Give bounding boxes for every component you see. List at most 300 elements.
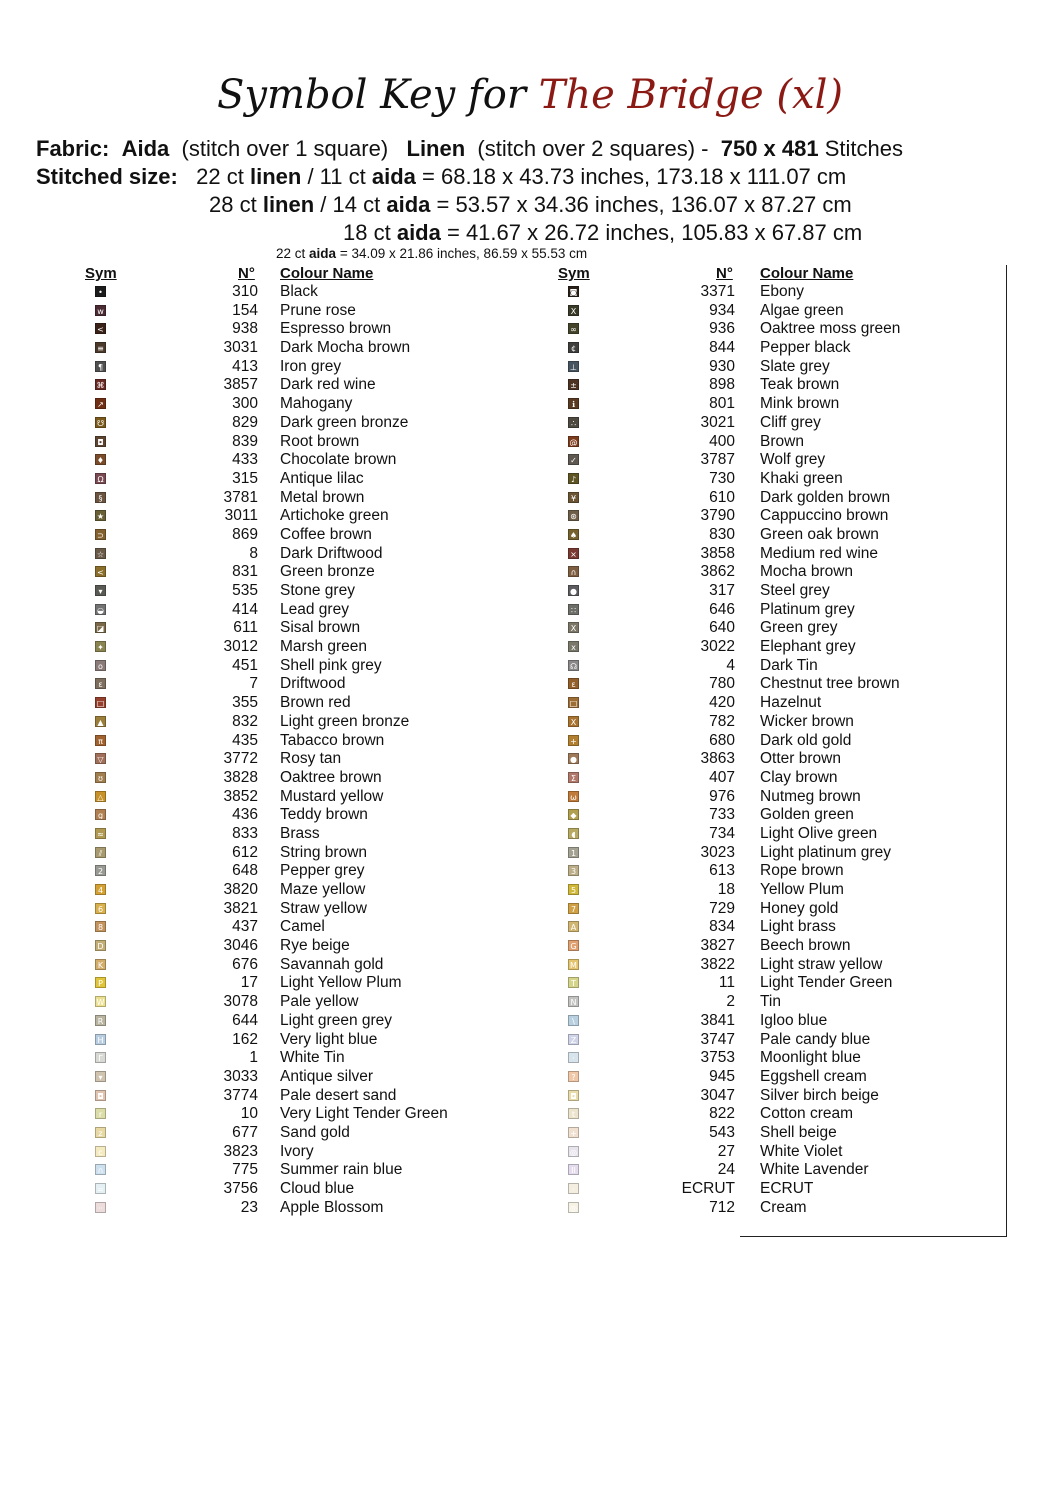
symbol-swatch: c (95, 1146, 106, 1157)
symbol-swatch: ♠ (569, 530, 578, 540)
symbol-swatch: X (568, 716, 579, 727)
symbol-swatch: × (568, 548, 579, 559)
thread-number: 3031 (223, 339, 258, 357)
fabric-linen-note: (stitch over 2 squares) - (477, 136, 709, 161)
thread-number: 801 (709, 395, 735, 413)
thread-number: 733 (709, 806, 735, 824)
size-3-post: = 41.67 x 26.72 inches, 105.83 x 67.87 cm (446, 220, 863, 245)
thread-number: 317 (709, 582, 735, 599)
thread-number: 831 (232, 563, 258, 581)
size-line-2 (209, 191, 852, 219)
size-line-3 (343, 219, 862, 247)
thread-number: 154 (232, 301, 258, 319)
colour-name: Ivory (280, 1142, 314, 1160)
thread-number: 7 (249, 675, 258, 693)
symbol-swatch: = (95, 1183, 106, 1194)
thread-number: 3021 (700, 413, 735, 431)
symbol-swatch: M (568, 959, 579, 970)
symbol-swatch: □ (96, 699, 105, 709)
symbol-swatch: II (568, 1164, 579, 1175)
thread-number: 4 (726, 656, 735, 674)
thread-number: 676 (232, 955, 258, 973)
thread-number: 3781 (223, 488, 258, 506)
colour-name: Cream (760, 1198, 807, 1216)
symbol-swatch: ¶ (95, 361, 106, 372)
thread-number: 936 (709, 320, 735, 338)
thread-number: 3753 (700, 1049, 735, 1067)
symbol-swatch: • (95, 286, 106, 297)
symbol-swatch: ≡ (95, 342, 106, 353)
colour-name: Prune rose (280, 301, 356, 319)
size-4-pre: 22 ct (276, 246, 306, 261)
thread-number: 436 (232, 806, 258, 824)
thread-number: 613 (709, 862, 735, 880)
thread-number: 612 (232, 843, 258, 861)
symbol-swatch: Z (568, 1034, 579, 1045)
symbol-swatch: Σ (568, 772, 579, 783)
border-right-line (1006, 265, 1007, 1237)
colour-name: Wicker brown (760, 712, 854, 730)
thread-number: 830 (709, 525, 735, 543)
thread-number: 822 (709, 1105, 735, 1123)
colour-name: Cliff grey (760, 413, 821, 431)
thread-number: 898 (709, 376, 735, 394)
thread-number: 3022 (700, 638, 735, 656)
thread-number: 17 (240, 974, 258, 992)
symbol-swatch: ♪ (568, 473, 579, 484)
colour-name: Shell beige (760, 1123, 837, 1141)
thread-number: 435 (232, 731, 258, 749)
size-label: Stitched size: (36, 164, 178, 189)
symbol-swatch: 4 (95, 884, 106, 895)
thread-number: 451 (232, 656, 258, 674)
symbol-swatch: 2 (95, 865, 106, 876)
size-line-4 (276, 246, 587, 262)
thread-number: 23 (240, 1198, 258, 1216)
colour-name: Light straw yellow (760, 955, 883, 973)
colour-name: Platinum grey (760, 600, 855, 618)
thread-number: 310 (232, 283, 258, 300)
symbol-swatch: ☊ (569, 661, 578, 671)
symbol-swatch: z (95, 1127, 106, 1138)
colour-name: Algae green (760, 301, 844, 319)
thread-number: 11 (718, 974, 735, 992)
symbol-swatch: ☋ (96, 418, 105, 428)
colour-name: White Tin (280, 1049, 345, 1067)
thread-number: 315 (232, 469, 258, 487)
symbol-swatch: + (568, 735, 579, 746)
colour-name: Straw yellow (280, 899, 367, 917)
symbol-swatch: ◘ (95, 436, 106, 447)
size-2-pre: 28 ct (209, 192, 257, 217)
symbol-swatch: 7 (568, 903, 579, 914)
thread-number: 3772 (223, 750, 258, 768)
symbol-swatch: ∩ (568, 566, 579, 577)
header-sym-right: Sym (558, 265, 590, 282)
thread-number: 535 (232, 582, 258, 599)
symbol-swatch: 5 (568, 884, 579, 895)
symbol-swatch: ▾ (95, 585, 106, 596)
thread-number: 433 (232, 451, 258, 469)
colour-name: Honey gold (760, 899, 839, 917)
colour-name: Dark Mocha brown (280, 339, 411, 357)
thread-number: 3862 (700, 563, 735, 581)
colour-name: Mink brown (760, 395, 840, 413)
colour-name: Artichoke green (280, 507, 389, 525)
colour-name: Lead grey (280, 600, 349, 618)
symbol-swatch: ∩ (95, 1164, 106, 1175)
colour-name: Brown (760, 432, 804, 450)
symbol-swatch: ∷ (568, 604, 579, 615)
thread-number: 3023 (700, 843, 735, 861)
colour-name: Dark golden brown (760, 488, 891, 506)
colour-name: Apple Blossom (280, 1198, 384, 1216)
thread-number: 833 (232, 824, 258, 842)
title-pattern-name: The Bridge (xl) (538, 72, 843, 118)
symbol-swatch: H (95, 1034, 106, 1045)
symbol-swatch: π (95, 735, 106, 746)
symbol-swatch: \ (568, 1015, 579, 1026)
thread-number: 832 (232, 712, 258, 730)
size-4-post: = 34.09 x 21.86 inches, 86.59 x 55.53 cm (339, 246, 588, 261)
colour-name: Rye beige (280, 937, 350, 955)
colour-name: Tin (760, 993, 781, 1011)
thread-number: 543 (709, 1123, 735, 1141)
colour-name: Mocha brown (760, 563, 854, 581)
colour-name: Green oak brown (760, 525, 879, 543)
symbol-swatch: 1 (568, 847, 579, 858)
thread-number: 1 (249, 1049, 258, 1067)
colour-name: Teddy brown (280, 806, 368, 824)
thread-number: 729 (709, 899, 735, 917)
symbol-swatch: ∞ (568, 323, 579, 334)
thread-number: 437 (232, 918, 258, 936)
symbol-swatch: ◎ (568, 1146, 579, 1157)
symbol-swatch: ✓ (568, 454, 579, 465)
symbol-swatch: t (568, 1108, 579, 1119)
symbol-swatch: ◆ (568, 809, 579, 820)
size-2-linen: linen (262, 192, 315, 217)
thread-number: 3822 (700, 955, 735, 973)
symbol-swatch: g (95, 809, 106, 820)
symbol-swatch: x (568, 641, 579, 652)
symbol-swatch: R (95, 1015, 106, 1026)
thread-number: 8 (249, 544, 258, 562)
colour-name: Igloo blue (760, 1011, 828, 1029)
symbol-swatch: ω (568, 791, 579, 802)
colour-name: Nutmeg brown (760, 787, 861, 805)
colour-name: Dark Driftwood (280, 544, 383, 562)
colour-name: Pepper grey (280, 862, 365, 880)
symbol-swatch: ¢ (568, 342, 579, 353)
thread-number: 3790 (700, 507, 735, 525)
thread-number: 3756 (223, 1180, 258, 1197)
symbol-swatch: ·· (95, 1202, 106, 1213)
stitch-count: 750 x 481 (720, 136, 819, 161)
thread-number: 300 (232, 395, 258, 413)
symbol-swatch: ★ (96, 512, 105, 522)
symbol-swatch: P (95, 977, 106, 988)
title-prefix: Symbol Key for (217, 72, 526, 118)
symbol-swatch: ⊛ (568, 510, 579, 521)
size-1-post: = 68.18 x 43.73 inches, 173.18 x 111.07 cm (422, 164, 847, 189)
symbol-swatch: ◒ (95, 604, 106, 615)
colour-name: Sand gold (280, 1123, 350, 1141)
colour-name: Pale desert sand (280, 1086, 397, 1104)
colour-name: Stone grey (280, 582, 355, 599)
symbol-swatch: D (95, 940, 106, 951)
thread-number: 3011 (224, 507, 258, 525)
thread-number: 646 (709, 600, 735, 618)
colour-name: Mustard yellow (280, 787, 384, 805)
colour-name: Light green grey (280, 1011, 393, 1029)
size-2-aida: aida (386, 192, 431, 217)
symbol-swatch: ⫽ (95, 847, 106, 858)
thread-number: 3033 (223, 1067, 258, 1085)
thread-number: 648 (232, 862, 258, 880)
header-name-left: Colour Name (280, 265, 374, 282)
symbol-swatch: · (568, 1052, 579, 1063)
colour-name: Green bronze (280, 563, 375, 581)
symbol-swatch: ∴ (568, 417, 579, 428)
symbol-swatch: ● (568, 753, 579, 764)
colour-name: Dark Tin (760, 656, 818, 674)
thread-number: 780 (709, 675, 735, 693)
thread-number: 930 (709, 357, 735, 375)
colour-name: Light green bronze (280, 712, 410, 730)
thread-number: 844 (709, 339, 735, 357)
colour-name: Black (280, 283, 318, 300)
thread-number: 3823 (223, 1142, 258, 1160)
colour-name: Metal brown (280, 488, 365, 506)
thread-number: 413 (232, 357, 258, 375)
thread-number: 677 (232, 1123, 258, 1141)
thread-number: 355 (232, 694, 258, 712)
colour-name: Dark green bronze (280, 413, 409, 431)
colour-name: Root brown (280, 432, 360, 450)
fabric-line (36, 135, 903, 163)
colour-name: Hazelnut (760, 694, 822, 712)
symbol-swatch: ☆ (96, 549, 105, 559)
colour-name: Oaktree moss green (760, 320, 901, 338)
symbol-swatch: ± (568, 379, 579, 390)
symbol-swatch: @ (569, 437, 578, 447)
thread-number: 400 (709, 432, 735, 450)
symbol-swatch: N (568, 996, 579, 1007)
page-title (0, 72, 1060, 118)
colour-name: Khaki green (760, 469, 843, 487)
size-3-pre: 18 ct (343, 220, 391, 245)
thread-number: 3827 (700, 937, 735, 955)
header-num-right: N° (716, 265, 733, 282)
symbol-swatch: ⊥ (568, 361, 579, 372)
colour-name: Slate grey (760, 357, 830, 375)
colour-name: Teak brown (760, 376, 840, 394)
colour-name: Camel (280, 918, 325, 936)
thread-number: 3857 (223, 376, 258, 394)
size-2-mid: / 14 ct (320, 192, 381, 217)
colour-name: Espresso brown (280, 320, 392, 338)
thread-number: 712 (709, 1198, 735, 1216)
symbol-swatch: K (95, 959, 106, 970)
symbol-swatch: A (568, 921, 579, 932)
thread-number: 3828 (223, 768, 258, 786)
colour-name: Light Yellow Plum (280, 974, 402, 992)
symbol-swatch: + (568, 1127, 579, 1138)
colour-name: Cotton cream (760, 1105, 854, 1123)
thread-number: 680 (709, 731, 735, 749)
symbol-swatch: · (568, 1183, 579, 1194)
symbol-swatch: ● (568, 585, 579, 596)
colour-name: Dark red wine (280, 376, 376, 394)
thread-number: 3371 (700, 283, 735, 300)
size-1-pre: 22 ct (196, 164, 244, 189)
size-3-aida: aida (396, 220, 441, 245)
thread-number: 3078 (223, 993, 258, 1011)
symbol-swatch: ⊃ (95, 529, 106, 540)
colour-name: Cloud blue (280, 1180, 355, 1197)
symbol-swatch: ◖ (568, 828, 579, 839)
symbol-swatch: ◘ (95, 1090, 106, 1101)
colour-name: Ebony (760, 283, 804, 300)
colour-name: Rosy tan (280, 750, 342, 768)
colour-name: Light platinum grey (760, 843, 891, 861)
colour-name: Sisal brown (280, 619, 361, 637)
symbol-swatch: r (95, 1108, 106, 1119)
colour-name: Oaktree brown (280, 768, 382, 786)
stitches-label: Stitches (824, 136, 903, 161)
thread-number: 3863 (700, 750, 735, 768)
fabric-linen: Linen (406, 136, 466, 161)
colour-name: Chestnut tree brown (760, 675, 900, 693)
colour-name: Beech brown (760, 937, 851, 955)
size-2-post: = 53.57 x 34.36 inches, 136.07 x 87.27 cm (436, 192, 852, 217)
colour-name: Brown red (280, 694, 351, 712)
thread-number: 611 (233, 619, 258, 637)
colour-name: Very light blue (280, 1030, 378, 1048)
thread-number: 839 (232, 432, 258, 450)
colour-name: Eggshell cream (760, 1067, 867, 1085)
symbol-swatch: T (568, 977, 579, 988)
symbol-swatch: < (95, 566, 106, 577)
symbol-swatch: 3 (568, 865, 579, 876)
thread-number: 3774 (223, 1086, 258, 1104)
colour-name: Very Light Tender Green (280, 1105, 448, 1123)
symbol-swatch: W (96, 998, 105, 1008)
thread-number: 734 (709, 824, 735, 842)
header-num-left: N° (238, 265, 255, 282)
colour-name: Dark old gold (760, 731, 852, 749)
colour-name: Shell pink grey (280, 656, 382, 674)
colour-name: Light brass (760, 918, 836, 936)
colour-name: Pale yellow (280, 993, 359, 1011)
symbol-swatch: ⌘ (96, 381, 105, 391)
colour-name: Wolf grey (760, 451, 826, 469)
symbol-swatch: w (95, 305, 106, 316)
thread-number: 945 (709, 1067, 735, 1085)
thread-number: 27 (717, 1142, 735, 1160)
colour-name: Green grey (760, 619, 838, 637)
colour-name: Steel grey (760, 582, 830, 599)
size-1-mid: / 11 ct (307, 164, 366, 189)
colour-name: Golden green (760, 806, 854, 824)
thread-number: 3821 (223, 899, 258, 917)
thread-number: 18 (717, 881, 735, 898)
symbol-swatch: ▲ (95, 716, 106, 727)
thread-number: 24 (717, 1161, 735, 1179)
thread-number: 3012 (223, 638, 258, 656)
symbol-swatch: < (95, 323, 106, 334)
thread-number: 2 (726, 993, 735, 1011)
colour-name: Medium red wine (760, 544, 879, 562)
symbol-swatch: ✦ (95, 641, 106, 652)
colour-name: Marsh green (280, 638, 368, 656)
thread-number: 829 (232, 413, 258, 431)
thread-number: 730 (709, 469, 735, 487)
thread-number: 162 (232, 1030, 258, 1048)
colour-name: ECRUT (760, 1180, 814, 1197)
thread-number: 3852 (223, 787, 258, 805)
symbol-swatch: ¥ (568, 492, 579, 503)
colour-name: Antique silver (280, 1067, 374, 1085)
size-1-aida: aida (371, 164, 416, 189)
colour-name: Yellow Plum (760, 881, 844, 898)
symbol-swatch: △ (95, 791, 106, 802)
colour-name: Chocolate brown (280, 451, 397, 469)
symbol-swatch: Γ (95, 1052, 106, 1063)
colour-name: Cappuccino brown (760, 507, 889, 525)
fabric-aida: Aida (121, 136, 170, 161)
header-sym-left: Sym (85, 265, 117, 282)
symbol-swatch: ε (568, 678, 579, 689)
colour-name: Pale candy blue (760, 1030, 871, 1048)
thread-number: 3047 (700, 1086, 735, 1104)
colour-name: Antique lilac (280, 469, 364, 487)
colour-name: Pepper black (760, 339, 851, 357)
size-4-aida: aida (309, 246, 337, 261)
symbol-swatch: ℹ (568, 398, 579, 409)
thread-number: 869 (232, 525, 258, 543)
fabric-label: Fabric: (36, 136, 110, 161)
thread-number: 644 (232, 1011, 258, 1029)
symbol-swatch: ▾ (95, 1071, 106, 1082)
symbol-swatch: □ (569, 699, 578, 709)
symbol-swatch: X (568, 305, 579, 316)
colour-name: Brass (280, 824, 320, 842)
thread-number: 775 (232, 1161, 258, 1179)
fabric-aida-note: (stitch over 1 square) (181, 136, 389, 161)
size-1-linen: linen (249, 164, 302, 189)
thread-number: ECRUT (681, 1180, 735, 1197)
symbol-swatch: ◘ (568, 1090, 579, 1101)
symbol-swatch: ◪ (96, 624, 105, 634)
colour-name: Otter brown (760, 750, 841, 768)
colour-name: String brown (280, 843, 368, 861)
symbol-swatch: ♦ (96, 456, 105, 466)
symbol-swatch: o (95, 660, 106, 671)
symbol-swatch: ◙ (569, 288, 578, 297)
colour-name: Maze yellow (280, 881, 366, 898)
symbol-swatch: G (568, 940, 579, 951)
border-bottom-line (740, 1236, 1007, 1237)
colour-name: Rope brown (760, 862, 844, 880)
thread-number: 782 (709, 712, 735, 730)
colour-name: Tabacco brown (280, 731, 385, 749)
size-line-1 (36, 163, 846, 191)
colour-name: Driftwood (280, 675, 346, 693)
thread-number: 3820 (223, 881, 258, 898)
symbol-swatch: ε (95, 678, 106, 689)
